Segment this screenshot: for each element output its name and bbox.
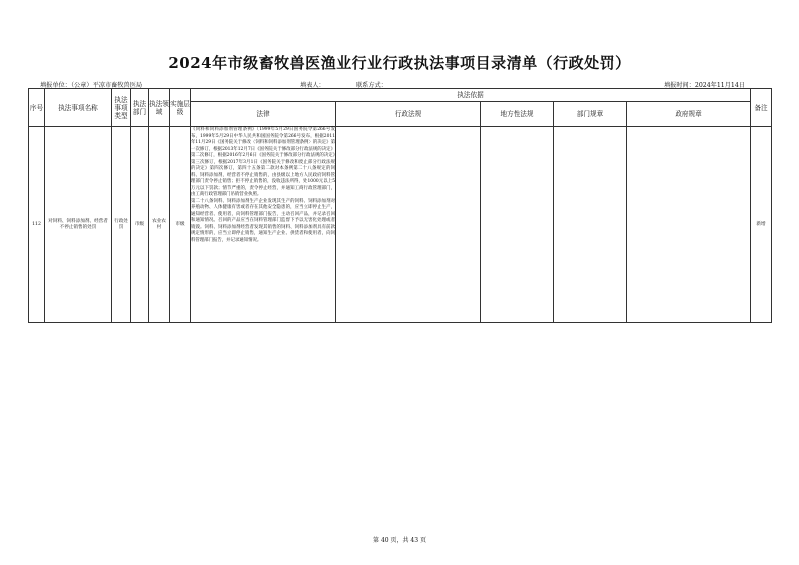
- header-type: 执法事项类型: [112, 89, 131, 127]
- header-local-reg: 地方性法规: [481, 102, 554, 127]
- enforcement-table: [28, 88, 772, 323]
- header-gov-rule: 政府规章: [627, 102, 751, 127]
- row-law: 《饲料和饲料添加剂管理条例》（1999年5月29日国务院令第266号发布，1999年5月29日中华人民共和国国务院令第266号发布，根据2011年11月29日《国务院关于修改〈饲料和饲料添加剂管理条例〉的决定》第一次修订，根据2013年12月7日《国务院关于修改部分行政法规的决定》第二次修订，根据2016年2月6日《国务院关于修改部分行政法规的决定》第三次修订，根据2017年3月1日《国务院关于修改和废止部分行政法规的决定》第四次修订，第四十五条第二款对本条例第二十八条规定的饲料、饲料添加剂，经营者不停止销售的，由县级以上地方人民政府饲料管理部门责令停止销售；拒不停止销售的，没收违法所得，处1000元以上5万元以下罚款；情节严重的，责令停止经营，并通知工商行政管理部门，由工商行政管理部门吊销营业执照。 第二十八条饲料、饲料添加剂生产企业发现其生产的饲料、饲料添加剂对养殖动物、人体健康有害或者存在其他安全隐患的，应当立即停止生产，通知经营者、使用者，向饲料管理部门报告，主动召回产品，并记录召回和通知情况。召回的产品应当在饲料管理部门监督下予以无害化处理或者销毁。饲料、饲料添加剂经营者发现其销售的饲料、饲料添加剂具有前款规定情形的，应当立即停止销售，通知生产企业、供货者和使用者，向饲料管理部门报告，并记录通知情况。: [191, 127, 336, 323]
- row-admin-reg: [336, 127, 481, 323]
- row-type: 行政处罚: [112, 127, 131, 323]
- header-admin-reg: 行政法规: [336, 102, 481, 127]
- header-name: 执法事项名称: [45, 89, 112, 127]
- filling-date: 填报时间：2024年11月14日: [664, 82, 745, 89]
- header-remark: 备注: [751, 89, 772, 127]
- contact-label: 联系方式：: [356, 82, 387, 89]
- row-gov-rule: [627, 127, 751, 323]
- header-level: 实施层级: [170, 89, 191, 127]
- row-level: 市级: [170, 127, 191, 323]
- row-remark: 新增: [751, 127, 772, 323]
- row-dept: 市级: [131, 127, 149, 323]
- header-field: 执法领域: [149, 89, 170, 127]
- filling-unit: 填报单位：（公章）平凉市畜牧兽医局: [40, 82, 143, 89]
- header-no: 序号: [29, 89, 45, 127]
- row-no: 112: [29, 127, 45, 323]
- filler-label: 填表人：: [300, 82, 325, 89]
- header-basis: 执法依据: [191, 89, 751, 102]
- header-dept-rule: 部门规章: [554, 102, 627, 127]
- header-law: 法律: [191, 102, 336, 127]
- header-dept: 执法部门: [131, 89, 149, 127]
- page-title: 2024年市级畜牧兽医渔业行业行政执法事项目录清单（行政处罚）: [168, 54, 631, 72]
- page-footer: 第 40 页，共 43 页: [373, 537, 426, 544]
- row-local-reg: [481, 127, 554, 323]
- row-field: 农业农村: [149, 127, 170, 323]
- row-name: 对饲料、饲料添加剂、经营者不停止销售的处罚: [45, 127, 112, 323]
- row-dept-rule: [554, 127, 627, 323]
- table-row: [29, 127, 772, 323]
